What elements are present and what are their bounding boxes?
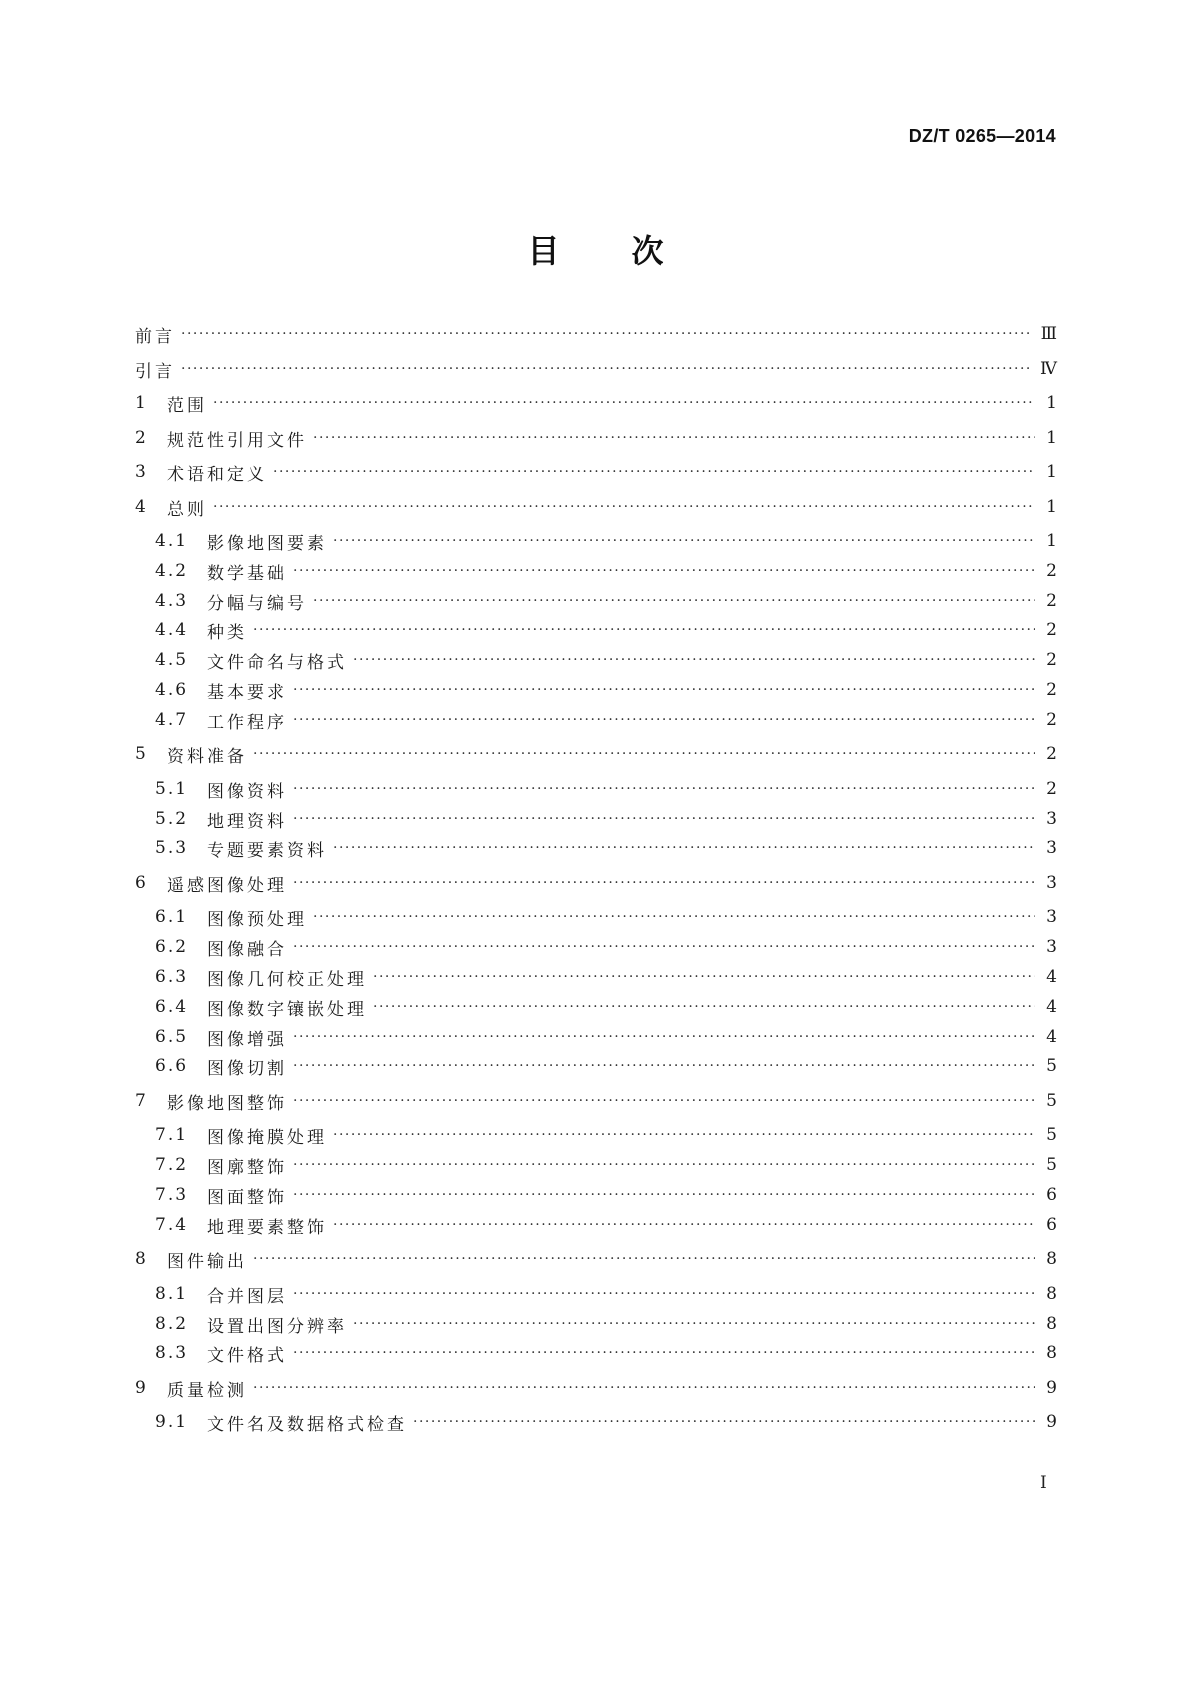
toc-entry-label: 术语和定义 [167, 464, 267, 485]
toc-entry-label: 图像增强 [207, 1029, 287, 1050]
toc-entry-label: 图像预处理 [207, 909, 307, 930]
toc-entry-label: 文件名及数据格式检查 [207, 1414, 407, 1435]
toc-entry[interactable] [135, 1025, 1057, 1049]
toc-entry-label: 设置出图分辨率 [207, 1316, 347, 1337]
toc-entry-page: 9 [1046, 1412, 1057, 1432]
toc-leader-dots [373, 995, 1035, 1019]
toc-entry-page: 2 [1046, 620, 1057, 640]
toc-entry-number: 6.3 [155, 967, 189, 987]
toc-entry-label: 工作程序 [207, 712, 287, 733]
toc-entry[interactable] [135, 1312, 1057, 1336]
toc-entry[interactable] [135, 935, 1057, 959]
toc-entry-label: 数学基础 [207, 563, 287, 584]
toc-leader-dots [353, 648, 1035, 672]
toc-entry[interactable] [135, 742, 1057, 766]
toc-entry-number: 9.1 [155, 1412, 189, 1432]
toc-entry-page: 1 [1046, 497, 1057, 517]
toc-entry-page: 2 [1046, 591, 1057, 611]
toc-leader-dots [333, 529, 1035, 553]
toc-leader-dots [293, 678, 1035, 702]
toc-leader-dots [293, 1341, 1035, 1365]
toc-entry-label: 分幅与编号 [207, 593, 307, 614]
toc-entry-label: 图像资料 [207, 781, 287, 802]
toc-entry[interactable] [135, 777, 1057, 801]
toc-entry-number: 9 [135, 1378, 148, 1398]
toc-entry[interactable] [135, 995, 1057, 1019]
toc-entry-number: 7.1 [155, 1125, 189, 1145]
toc-entry[interactable] [135, 1153, 1057, 1177]
toc-entry[interactable] [135, 1213, 1057, 1237]
toc-entry-number: 7.4 [155, 1215, 189, 1235]
toc-entry-number: 4.5 [155, 650, 189, 670]
toc-entry-label: 前言 [135, 326, 175, 347]
toc-entry-page: 6 [1046, 1215, 1057, 1235]
toc-entry-label: 图面整饰 [207, 1187, 287, 1208]
toc-entry-label: 文件格式 [207, 1345, 287, 1366]
toc-entry-page: Ⅳ [1040, 359, 1057, 379]
toc-entry-label: 质量检测 [167, 1380, 247, 1401]
toc-entry[interactable] [135, 495, 1057, 519]
toc-entry[interactable] [135, 1247, 1057, 1271]
toc-leader-dots [273, 460, 1035, 484]
toc-entry-page: 3 [1046, 809, 1057, 829]
toc-entry[interactable] [135, 1054, 1057, 1078]
toc-entry[interactable] [135, 559, 1057, 583]
toc-entry[interactable] [135, 965, 1057, 989]
toc-leader-dots [253, 618, 1035, 642]
toc-leader-dots [181, 322, 1033, 346]
toc-entry-label: 图像融合 [207, 939, 287, 960]
toc-entry-number: 7.3 [155, 1185, 189, 1205]
toc-leader-dots [313, 589, 1035, 613]
toc-entry-page: 4 [1046, 997, 1057, 1017]
toc-entry-number: 3 [135, 462, 148, 482]
toc-entry-page: 5 [1046, 1125, 1057, 1145]
toc-entry-number: 4.7 [155, 710, 189, 730]
toc-leader-dots [253, 742, 1035, 766]
toc-leader-dots [213, 495, 1035, 519]
toc-title-part1: 目 [527, 232, 560, 270]
toc-entry-label: 图廓整饰 [207, 1157, 287, 1178]
toc-entry-page: 9 [1046, 1378, 1057, 1398]
toc-leader-dots [293, 807, 1035, 831]
toc-entry[interactable] [135, 1123, 1057, 1147]
toc-leader-dots [373, 965, 1035, 989]
toc-entry-page: 3 [1046, 873, 1057, 893]
toc-entry[interactable] [135, 322, 1057, 346]
toc-leader-dots [313, 905, 1035, 929]
toc-entry[interactable] [135, 1410, 1057, 1434]
toc-entry-page: 1 [1046, 531, 1057, 551]
toc-entry-page: 6 [1046, 1185, 1057, 1205]
toc-entry-page: 2 [1046, 710, 1057, 730]
toc-entry[interactable] [135, 589, 1057, 613]
toc-entry-label: 图像数字镶嵌处理 [207, 999, 367, 1020]
toc-entry-label: 专题要素资料 [207, 840, 327, 861]
toc-entry-page: 3 [1046, 907, 1057, 927]
toc-entry-label: 图像几何校正处理 [207, 969, 367, 990]
toc-entry-page: 2 [1046, 779, 1057, 799]
toc-entry-number: 5 [135, 744, 148, 764]
toc-entry-number: 7 [135, 1091, 148, 1111]
toc-entry-page: 5 [1046, 1056, 1057, 1076]
toc-entry-number: 5.3 [155, 838, 189, 858]
toc-leader-dots [293, 1025, 1035, 1049]
toc-leader-dots [253, 1376, 1035, 1400]
toc-entry-page: 3 [1046, 937, 1057, 957]
toc-entry-number: 7.2 [155, 1155, 189, 1175]
toc-entry-page: 8 [1046, 1249, 1057, 1269]
toc-entry-number: 6.6 [155, 1056, 189, 1076]
toc-entry[interactable] [135, 1341, 1057, 1365]
toc-entry-number: 4.6 [155, 680, 189, 700]
toc-leader-dots [293, 708, 1035, 732]
toc-leader-dots [313, 426, 1035, 450]
toc-leader-dots [333, 836, 1035, 860]
toc-entry-number: 4.3 [155, 591, 189, 611]
toc-entry-page: 3 [1046, 838, 1057, 858]
toc-entry[interactable] [135, 708, 1057, 732]
toc-entry-number: 2 [135, 428, 148, 448]
toc-entry-number: 4 [135, 497, 148, 517]
toc-title-part2: 次 [631, 232, 664, 270]
toc-leader-dots [293, 1282, 1035, 1306]
toc-leader-dots [213, 391, 1035, 415]
toc-entry-number: 4.2 [155, 561, 189, 581]
toc-entry-label: 图像切割 [207, 1058, 287, 1079]
toc-leader-dots [413, 1410, 1035, 1434]
toc-entry[interactable] [135, 871, 1057, 895]
toc-entry[interactable] [135, 1089, 1057, 1113]
toc-entry-label: 影像地图要素 [207, 533, 327, 554]
toc-entry-number: 8 [135, 1249, 148, 1269]
toc-entry-page: 2 [1046, 561, 1057, 581]
toc-entry-page: 1 [1046, 428, 1057, 448]
toc-entry-label: 种类 [207, 622, 247, 643]
toc-entry[interactable] [135, 391, 1057, 415]
toc-entry-page: 2 [1046, 650, 1057, 670]
toc-entry-page: 1 [1046, 393, 1057, 413]
toc-entry[interactable] [135, 426, 1057, 450]
toc-entry-number: 5.2 [155, 809, 189, 829]
toc-entry[interactable] [135, 905, 1057, 929]
toc-entry-page: 5 [1046, 1091, 1057, 1111]
toc-leader-dots [293, 559, 1035, 583]
toc-entry-number: 4.1 [155, 531, 189, 551]
toc-leader-dots [333, 1123, 1035, 1147]
toc-entry[interactable] [135, 1376, 1057, 1400]
toc-leader-dots [293, 1183, 1035, 1207]
toc-leader-dots [333, 1213, 1035, 1237]
toc-entry-page: 8 [1046, 1284, 1057, 1304]
toc-entry-page: 2 [1046, 680, 1057, 700]
toc-entry-number: 6.5 [155, 1027, 189, 1047]
toc-entry-number: 8.3 [155, 1343, 189, 1363]
toc-leader-dots [293, 1153, 1035, 1177]
toc-entry-number: 6.1 [155, 907, 189, 927]
toc-entry-page: 8 [1046, 1343, 1057, 1363]
toc-entry-page: 2 [1046, 744, 1057, 764]
toc-entry-label: 影像地图整饰 [167, 1093, 287, 1114]
toc-entry-page: Ⅲ [1040, 324, 1057, 344]
toc-entry[interactable] [135, 618, 1057, 642]
toc-entry-label: 图件输出 [167, 1251, 247, 1272]
toc-entry[interactable] [135, 836, 1057, 860]
toc-entry-label: 地理资料 [207, 811, 287, 832]
standard-code: DZ/T 0265—2014 [908, 126, 1056, 146]
toc-entry-label: 文件命名与格式 [207, 652, 347, 673]
toc-entry-number: 6 [135, 873, 148, 893]
toc-entry-page: 5 [1046, 1155, 1057, 1175]
toc-entry[interactable] [135, 678, 1057, 702]
toc-entry-number: 8.1 [155, 1284, 189, 1304]
toc-entry-number: 8.2 [155, 1314, 189, 1334]
page-number: I [1040, 1473, 1047, 1493]
toc-entry-label: 地理要素整饰 [207, 1217, 327, 1238]
toc-entry-page: 4 [1046, 967, 1057, 987]
toc-entry-label: 合并图层 [207, 1286, 287, 1307]
toc-entry-label: 总则 [167, 499, 207, 520]
toc-leader-dots [253, 1247, 1035, 1271]
toc-entry-label: 遥感图像处理 [167, 875, 287, 896]
toc-entry-label: 引言 [135, 361, 175, 382]
toc-entry[interactable] [135, 1183, 1057, 1207]
toc-title [0, 226, 1191, 272]
toc-entry-label: 规范性引用文件 [167, 430, 307, 451]
toc-leader-dots [293, 777, 1035, 801]
toc-leader-dots [293, 871, 1035, 895]
toc-entry-number: 5.1 [155, 779, 189, 799]
toc-entry-label: 范围 [167, 395, 207, 416]
toc-entry[interactable] [135, 529, 1057, 553]
toc-entry-page: 4 [1046, 1027, 1057, 1047]
toc-leader-dots [293, 1054, 1035, 1078]
toc-leader-dots [353, 1312, 1035, 1336]
toc-leader-dots [293, 1089, 1035, 1113]
toc-entry-number: 6.4 [155, 997, 189, 1017]
toc-leader-dots [293, 935, 1035, 959]
toc-entry-label: 资料准备 [167, 746, 247, 767]
toc-entry[interactable] [135, 807, 1057, 831]
toc-entry-number: 4.4 [155, 620, 189, 640]
toc-entry-page: 8 [1046, 1314, 1057, 1334]
toc-entry[interactable] [135, 1282, 1057, 1306]
toc-entry-page: 1 [1046, 462, 1057, 482]
toc-entry-number: 1 [135, 393, 148, 413]
toc-entry[interactable] [135, 648, 1057, 672]
toc-entry-label: 基本要求 [207, 682, 287, 703]
toc-entry-number: 6.2 [155, 937, 189, 957]
toc-entry-label: 图像掩膜处理 [207, 1127, 327, 1148]
toc-entry[interactable] [135, 460, 1057, 484]
toc-leader-dots [181, 357, 1032, 381]
toc-entry[interactable] [135, 357, 1057, 381]
